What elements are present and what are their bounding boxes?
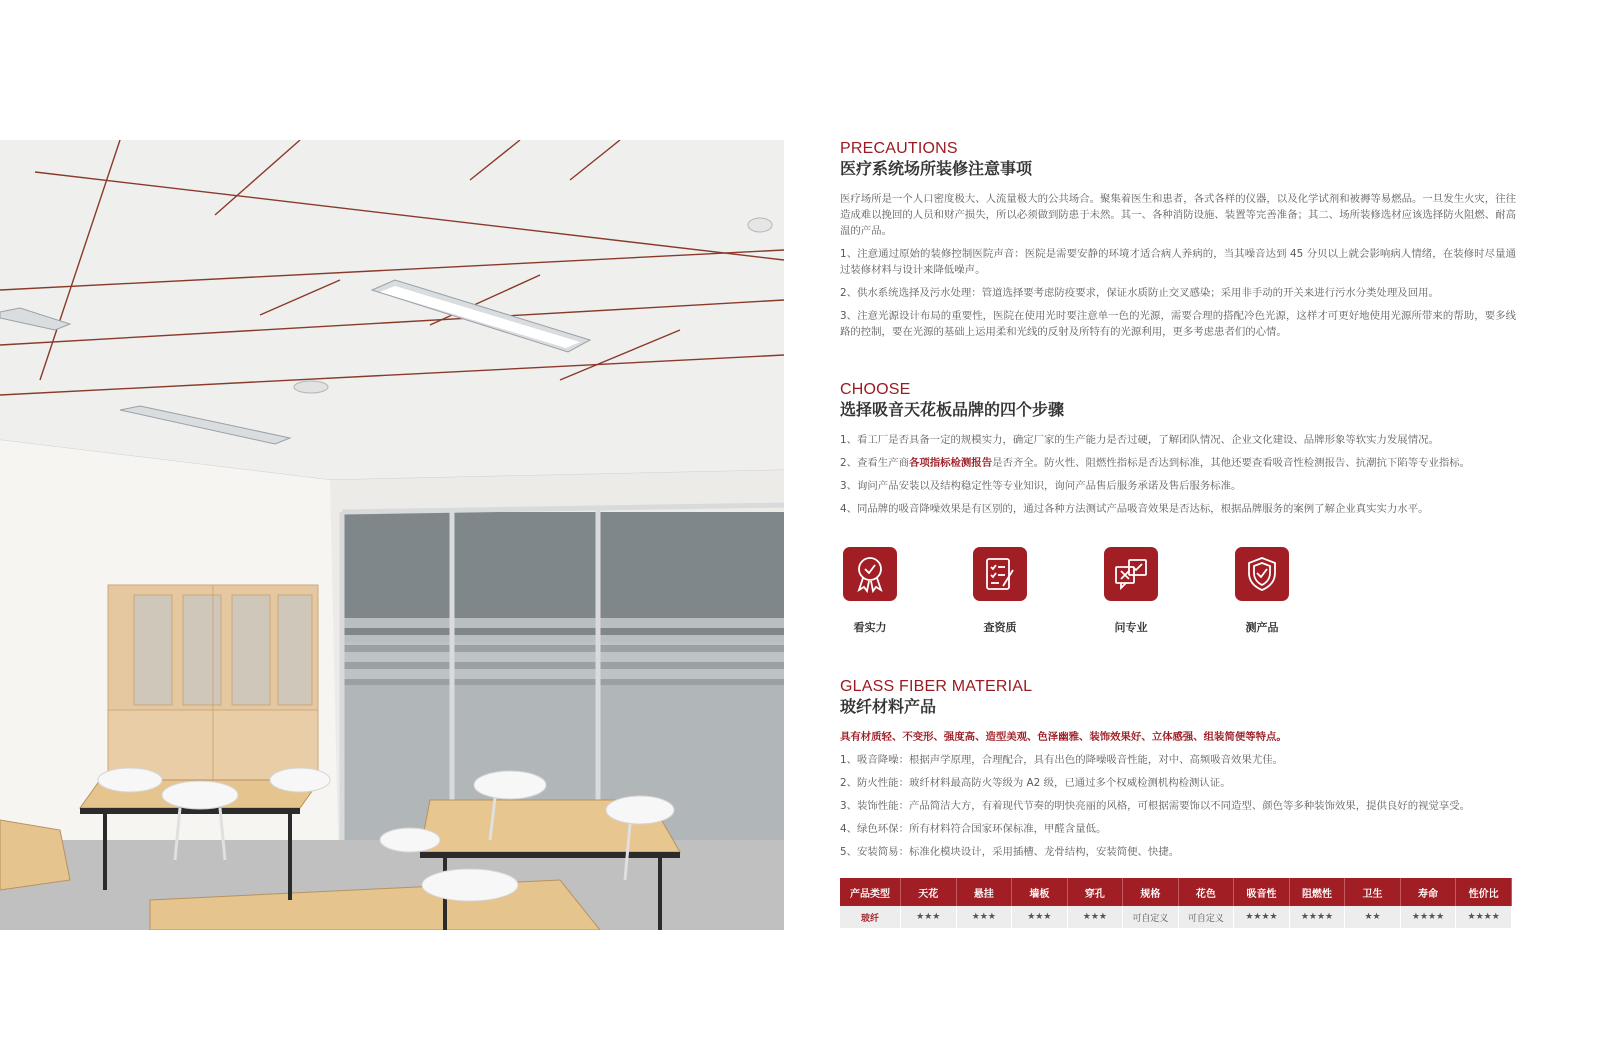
table-cell: ★★★★ <box>1289 906 1345 928</box>
glass-item: 1、吸音降噪：根据声学原理，合理配合，具有出色的降噪吸音性能，对中、高频吸音效果尤佳。 <box>840 754 1284 766</box>
choose-section <box>840 381 1516 517</box>
table-header-cell: 产品类型 <box>840 878 901 906</box>
choose-item: 3、询问产品安装以及结构稳定性等专业知识，询问产品售后服务承诺及售后服务标准。 <box>840 480 1242 492</box>
table-cell: 玻纤 <box>840 906 901 928</box>
table-header-row <box>840 878 1512 906</box>
step-strength <box>840 547 900 635</box>
table-header-cell: 卫生 <box>1345 878 1401 906</box>
glass-highlight: 具有材质轻、不变形、强度高、造型美观、色泽幽雅、装饰效果好、立体感强、组装简便等特点。 <box>840 731 1287 743</box>
step-label: 看实力 <box>853 621 887 634</box>
step-consult <box>1101 547 1161 635</box>
step-test <box>1232 547 1292 635</box>
glass-item: 2、防火性能：玻纤材料最高防火等级为 A2 级，已通过多个权威检测机构检测认证。 <box>840 777 1231 789</box>
table-cell: 可自定义 <box>1178 906 1234 928</box>
table-header-cell: 阻燃性 <box>1289 878 1345 906</box>
table-cell: ★★★★ <box>1400 906 1456 928</box>
table-cell: ★★★ <box>901 906 957 928</box>
table-cell: 可自定义 <box>1123 906 1179 928</box>
table-header-cell: 吸音性 <box>1234 878 1290 906</box>
table-row <box>840 906 1512 928</box>
choose-item-suffix: 是否齐全。防火性、阻燃性指标是否达到标准，其他还要查看吸音性检测报告、抗潮抗下陷等专业指标。 <box>992 457 1471 469</box>
table-header-cell: 墙板 <box>1012 878 1068 906</box>
content-column <box>840 140 1516 924</box>
glass-fiber-section <box>840 678 1516 860</box>
table-header-cell: 天花 <box>901 878 957 906</box>
choose-item <box>840 455 1516 471</box>
product-spec-table <box>840 878 1512 928</box>
glass-item: 5、安装简易：标准化模块设计，采用插槽、龙骨结构，安装简便、快捷。 <box>840 846 1180 858</box>
shield-check-icon <box>1235 547 1289 601</box>
glass-title-zh: 玻纤材料产品 <box>840 697 937 716</box>
choose-item-highlight: 各项指标检测报告 <box>908 457 993 469</box>
steps-icon-row <box>840 547 1440 637</box>
table-cell: ★★★★ <box>1234 906 1290 928</box>
office-interior-photo <box>0 140 784 930</box>
step-label: 查资质 <box>983 621 1017 634</box>
table-header-cell: 花色 <box>1178 878 1234 906</box>
choose-item: 1、看工厂是否具备一定的规模实力，确定厂家的生产能力是否过硬，了解团队情况、企业文化建设、品牌形象等软实力发展情况。 <box>840 434 1439 446</box>
table-cell: ★★★ <box>1012 906 1068 928</box>
table-header-cell: 规格 <box>1123 878 1179 906</box>
step-qualification <box>970 547 1030 635</box>
table-cell: ★★ <box>1345 906 1401 928</box>
table-cell: ★★★★ <box>1456 906 1512 928</box>
glass-title-en: GLASS FIBER MATERIAL <box>840 678 1033 695</box>
table-header-cell: 性价比 <box>1456 878 1512 906</box>
table-header-cell: 悬挂 <box>956 878 1012 906</box>
table-header-cell: 寿命 <box>1400 878 1456 906</box>
choose-item-prefix: 2、查看生产商 <box>840 457 909 469</box>
choose-title-en: CHOOSE <box>840 381 911 398</box>
precautions-item: 1、注意通过原始的装修控制医院声音：医院是需要安静的环境才适合病人养病的，当其噪音达到 45 分贝以上就会影响病人情绪，在装修时尽量通过装修材料与设计来降低噪声。 <box>840 248 1516 276</box>
precautions-item: 3、注意光源设计布局的重要性，医院在使用光时要注意单一色的光源，需要合理的搭配冷色光源，这样才可更好地使用光源所带来的帮助，要多线路的控制，要在光源的基础上运用柔和光线的反射及所特有的光源利用，更多考虑患者们的心情。 <box>840 310 1516 338</box>
precautions-item: 2、供水系统选择及污水处理：管道选择要考虑防疫要求，保证水质防止交叉感染；采用非手动的开关来进行污水分类处理及回用。 <box>840 287 1439 299</box>
table-cell: ★★★ <box>1067 906 1123 928</box>
precautions-intro: 医疗场所是一个人口密度极大、人流量极大的公共场合。聚集着医生和患者，各式各样的仪器，以及化学试剂和被褥等易燃品。一旦发生火灾，往往造成难以挽回的人员和财产损失，所以必须做到防患于未然。其一、各种消防设施、装置等完善准备；其二、场所装修选材应该选择防火阻燃、耐高温的产品。 <box>840 193 1516 237</box>
chat-bubbles-icon <box>1104 547 1158 601</box>
choose-title-zh: 选择吸音天花板品牌的四个步骤 <box>840 400 1065 419</box>
step-label: 测产品 <box>1245 621 1279 634</box>
glass-item: 4、绿色环保：所有材料符合国家环保标准，甲醛含量低。 <box>840 823 1107 835</box>
precautions-title-en: PRECAUTIONS <box>840 140 958 157</box>
document-checklist-icon <box>973 547 1027 601</box>
precautions-title-zh: 医疗系统场所装修注意事项 <box>840 159 1033 178</box>
table-header-cell: 穿孔 <box>1067 878 1123 906</box>
choose-item: 4、同品牌的吸音降噪效果是有区别的，通过各种方法测试产品吸音效果是否达标，根据品牌服务的案例了解企业真实实力水平。 <box>840 503 1429 515</box>
step-label: 问专业 <box>1114 621 1148 634</box>
glass-item: 3、装饰性能：产品简洁大方，有着现代节奏的明快亮丽的风格，可根据需要饰以不同造型、颜色等多种装饰效果，提供良好的视觉享受。 <box>840 800 1471 812</box>
award-ribbon-icon <box>843 547 897 601</box>
precautions-section <box>840 140 1516 340</box>
table-cell: ★★★ <box>956 906 1012 928</box>
